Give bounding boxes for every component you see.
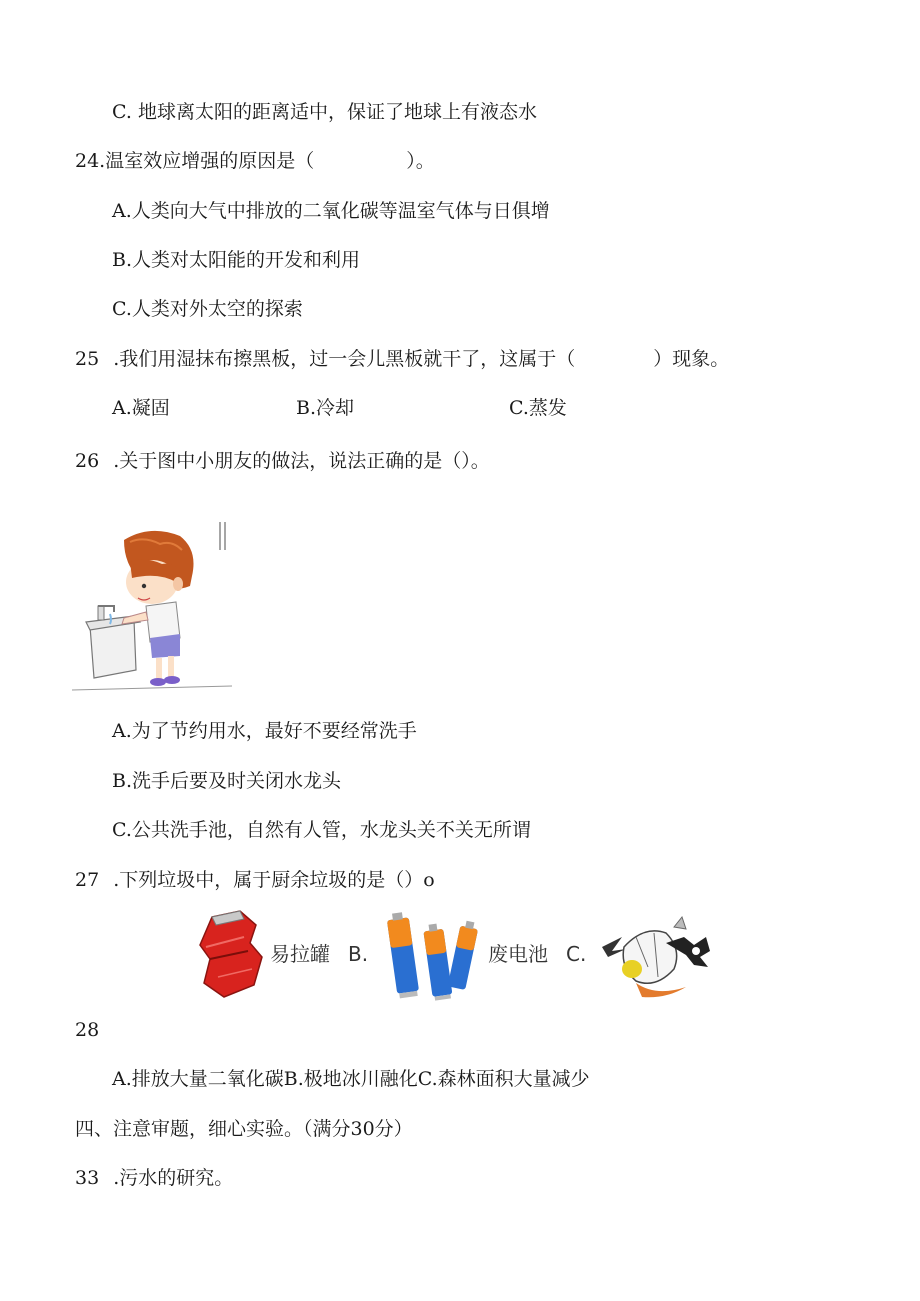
q23-option-c: C. 地球离太阳的距离适中，保证了地球上有液态水 [112,101,537,123]
q25-stem-end: ）现象。 [653,348,730,370]
section-4-heading: 四、注意审题，细心实验。（满分30分） [75,1118,413,1140]
q33-stem-text: .污水的研究。 [113,1167,234,1189]
q25-option-b: B.冷却 [296,397,355,419]
q25-option-a: A.凝固 [112,397,170,419]
item-a-label: 易拉罐 [270,942,330,966]
q28-options: A.排放大量二氧化碳B.极地冰川融化C.森林面积大量减少 [112,1068,590,1090]
q27-stem [75,867,435,893]
garbage-options-illustration [196,907,720,1003]
q26-option-a: A.为了节约用水，最好不要经常洗手 [112,720,417,742]
q25-stem-text: .我们用湿抹布擦黑板，过一会儿黑板就干了，这属于（ [113,348,576,370]
item-c-mark: C. [566,942,587,966]
q24-stem-end: ）。 [406,150,435,172]
q25-number: 25 [75,348,100,370]
q26-stem [75,448,490,474]
boy-washing-hands-illustration [72,520,232,692]
q27-number: 27 [75,869,100,891]
q26-option-b: B.洗手后要及时关闭水龙头 [112,770,342,792]
batteries-icon [386,911,479,1000]
q33-number: 33 [75,1167,100,1189]
q24-option-b: B.人类对太阳能的开发和利用 [112,249,361,271]
q26-number: 26 [75,450,100,472]
item-b-label: 废电池 [488,942,548,966]
q24-option-c: C.人类对外太空的探索 [112,298,303,320]
q24-stem [75,148,435,174]
q26-option-c: C.公共洗手池，自然有人管，水龙头关不关无所谓 [112,819,531,841]
q27-stem-text: .下列垃圾中，属于厨余垃圾的是（）o [113,869,435,891]
q25-option-c: C.蒸发 [509,397,567,419]
q24-stem-text: 24.温室效应增强的原因是（ [75,150,315,172]
q25-stem [75,346,729,372]
q24-option-a: A.人类向大气中排放的二氧化碳等温室气体与日俱增 [112,200,550,222]
kitchen-waste-icon [602,917,710,997]
crushed-can-icon [200,911,262,997]
q33-stem [75,1165,233,1191]
q26-stem-text: .关于图中小朋友的做法，说法正确的是（）。 [113,450,490,472]
q28-number: 28 [75,1019,100,1041]
item-b-mark: B. [348,942,369,966]
